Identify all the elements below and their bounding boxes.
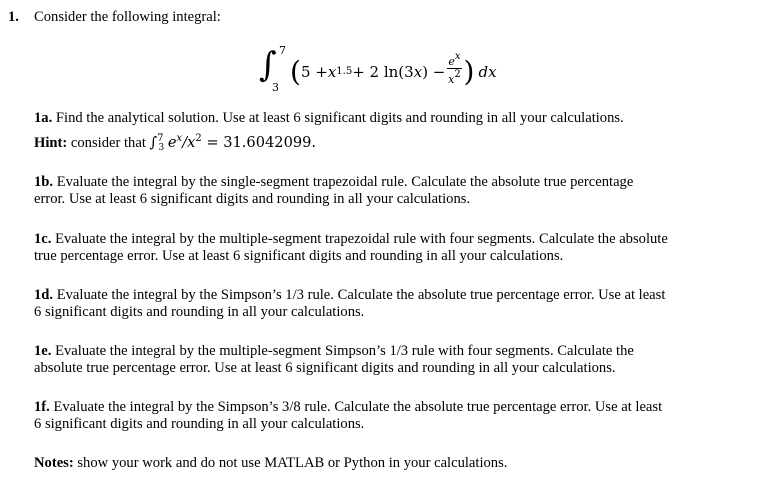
part-1e-line2: absolute true percentage error. Use at least 6 significant digits and rounding in all your calculations. xyxy=(34,359,616,376)
integral-upper-limit: 7 xyxy=(279,44,286,57)
part-1e-label: 1e. xyxy=(34,343,52,359)
part-1c xyxy=(34,231,668,264)
part-1a-label: 1a. xyxy=(34,110,53,126)
notes-label: Notes: xyxy=(34,455,74,471)
question-number: 1. xyxy=(8,9,19,25)
part-1e-line1: Evaluate the integral by the multiple-segment Simpson’s 1/3 rule with four segments. Calculate the xyxy=(51,343,634,359)
fraction-numerator: e xyxy=(448,55,455,68)
part-1b-line1: Evaluate the integral by the single-segment trapezoidal rule. Calculate the absolute true percentage xyxy=(53,174,634,190)
part-1f-line1: Evaluate the integral by the Simpson’s 3/8 rule. Calculate the absolute true percentage error. Use at least xyxy=(49,399,663,415)
hint-upper-limit: 7 xyxy=(157,133,164,144)
part-1d xyxy=(34,287,665,320)
part-1c-line1: Evaluate the integral by the multiple-segment trapezoidal rule with four segments. Calculate the absolute xyxy=(51,231,668,247)
integrand-x2: x xyxy=(413,62,423,81)
hint-expr: e xyxy=(167,134,177,151)
integrand xyxy=(290,51,497,89)
fraction-denominator: x xyxy=(448,73,455,86)
integrand-fraction xyxy=(447,51,461,86)
part-1b-line2: error. Use at least 6 significant digits and rounding in all your calculations. xyxy=(34,190,471,207)
hint-tail-exponent: 2 xyxy=(195,133,202,144)
integrand-term2: + 2 ln(3 xyxy=(352,62,414,81)
differential: dx xyxy=(478,62,497,81)
part-1c-label: 1c. xyxy=(34,231,52,247)
part-1b xyxy=(34,174,633,207)
part-1a xyxy=(34,110,624,127)
part-1e xyxy=(34,343,634,376)
part-1f xyxy=(34,399,662,432)
hint-exponent: x xyxy=(176,133,183,144)
integrand-term1: 5 + xyxy=(300,62,328,81)
fraction-numerator-exponent: x xyxy=(454,51,461,62)
part-1a-hint xyxy=(34,131,316,157)
integral-sign: ∫ xyxy=(259,45,277,85)
hint-label: Hint: xyxy=(34,135,68,151)
part-1d-line1: Evaluate the integral by the Simpson’s 1/3 rule. Calculate the absolute true percentage error. Use at least xyxy=(53,287,666,303)
hint-value: = 31.6042099. xyxy=(201,134,317,151)
part-1d-label: 1d. xyxy=(34,287,54,303)
notes xyxy=(34,455,507,472)
integrand-exponent: 1.5 xyxy=(336,66,353,77)
integrand-term2-close: ) − xyxy=(422,62,446,81)
part-1f-label: 1f. xyxy=(34,399,50,415)
right-paren: ) xyxy=(463,54,475,88)
integral-lower-limit: 3 xyxy=(272,81,279,94)
integral-equation xyxy=(0,44,765,94)
integrand-x: x xyxy=(327,62,337,81)
fraction-denominator-exponent: 2 xyxy=(454,69,461,80)
part-1c-line2: true percentage error. Use at least 6 significant digits and rounding in all your calculations. xyxy=(34,247,564,264)
part-1b-label: 1b. xyxy=(34,174,54,190)
part-1d-line2: 6 significant digits and rounding in all your calculations. xyxy=(34,303,365,320)
notes-text: show your work and do not use MATLAB or Python in your calculations. xyxy=(73,455,508,471)
hint-tail: /x xyxy=(182,134,196,151)
question-intro: Consider the following integral: xyxy=(34,9,221,25)
hint-integral-sign: ∫ xyxy=(149,134,158,151)
left-paren: ( xyxy=(290,54,301,88)
part-1a-text: Find the analytical solution. Use at least 6 significant digits and rounding in all your calculations. xyxy=(52,110,624,126)
hint-lower-limit: 3 xyxy=(158,143,165,153)
hint-text: consider that xyxy=(67,135,150,151)
part-1f-line2: 6 significant digits and rounding in all your calculations. xyxy=(34,415,365,432)
